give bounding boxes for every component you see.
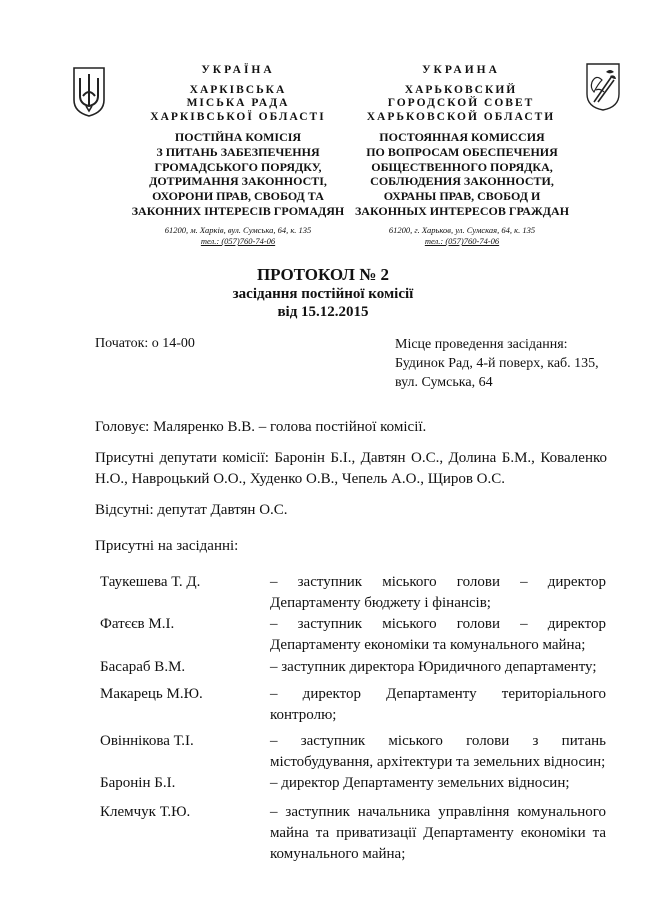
left-committee-line: ЗАКОННИХ ІНТЕРЕСІВ ГРОМАДЯН <box>131 203 345 218</box>
trident-coat-of-arms-icon <box>70 66 108 118</box>
protocol-date: від 15.12.2015 <box>277 304 369 320</box>
left-committee-line: З ПИТАНЬ ЗАБЕЗПЕЧЕННЯ <box>156 144 320 159</box>
right-committee-line: ОХРАНЫ ПРАВ, СВОБОД И <box>383 189 541 204</box>
right-committee-line: ОБЩЕСТВЕННОГО ПОРЯДКА, <box>371 159 553 174</box>
right-committee-line: ЗАКОННЫХ ИНТЕРЕСОВ ГРАЖДАН <box>354 203 570 218</box>
right-address-block <box>346 225 578 247</box>
attendee-role: – заступник міського голови – директор Департаменту бюджету і фінансів; <box>270 574 606 611</box>
attendee-role: – заступник директора Юридичного департаменту; <box>270 659 597 675</box>
right-committee-name <box>340 130 584 219</box>
right-council-line: ГОРОДСКОЙ СОВЕТ <box>387 97 535 109</box>
left-phone: тел.: (057)760-74-06 <box>200 236 276 246</box>
protocol-subtitle: засідання постійної комісії <box>232 286 414 302</box>
right-phone: тел.: (057)760-74-06 <box>424 236 500 246</box>
venue-block <box>395 335 599 392</box>
chair-line: Головує: Маляренко В.В. – голова постійної комісії. <box>95 419 427 435</box>
absent-line: Відсутні: депутат Давтян О.С. <box>95 502 288 518</box>
attendee-name: Басараб В.М. <box>100 659 186 675</box>
right-council-line: ХАРЬКОВСКИЙ <box>404 83 518 96</box>
present-members: Присутні депутати комісії: Баронін Б.І., Давтян О.С., Долина Б.М., Коваленко Н.О., Навроцький О.О., Худенко О.В., Чепель А.О., Щиров О.С. <box>95 450 607 487</box>
right-country: УКРАИНА <box>422 64 500 76</box>
attendee-role: – заступник міського голови з питань містобудування, архітектури та земельних відносин; <box>270 733 606 770</box>
kharkiv-city-coat-of-arms-icon <box>584 62 622 112</box>
venue-line: вул. Сумська, 64 <box>395 375 493 390</box>
left-council-line: МІСЬКА РАДА <box>186 97 290 109</box>
right-council-header <box>350 64 572 124</box>
right-council-line: ХАРЬКОВСКОЙ ОБЛАСТИ <box>366 110 556 123</box>
venue-line: Будинок Рад, 4-й поверх, каб. 135, <box>395 356 599 371</box>
right-committee-line: СОБЛЮДЕНИЯ ЗАКОННОСТИ, <box>370 174 554 189</box>
attendee-role: – директор Департаменту територіального контролю; <box>270 686 606 723</box>
left-address: 61200, м. Харків, вул. Сумська, 64, к. 135 <box>164 225 312 235</box>
attendee-role: – заступник міського голови – директор Департаменту економіки та комунального майна; <box>270 616 606 653</box>
left-council-line: ХАРКІВСЬКОЇ ОБЛАСТІ <box>150 110 326 123</box>
right-address: 61200, г. Харьков, ул. Сумская, 64, к. 135 <box>388 225 536 235</box>
attendee-name: Фатєєв М.І. <box>100 616 175 632</box>
left-committee-line: ПОСТІЙНА КОМІСІЯ <box>174 130 302 144</box>
attendee-name: Макарець М.Ю. <box>100 686 203 702</box>
protocol-title: ПРОТОКОЛ № 2 <box>256 265 390 284</box>
left-committee-line: ОХОРОНИ ПРАВ, СВОБОД ТА <box>152 189 324 204</box>
venue-label: Місце проведення засідання: <box>395 337 568 352</box>
left-council-line: ХАРКІВСЬКА <box>189 83 287 96</box>
left-country: УКРАЇНА <box>201 64 275 76</box>
left-committee-line: ДОТРИМАННЯ ЗАКОННОСТІ, <box>149 174 327 189</box>
attendee-role: – заступник начальника управління комунального майна та приватизації Департаменту економіки та комунального майна; <box>270 804 606 862</box>
attendee-role: – директор Департаменту земельних відносин; <box>270 775 570 791</box>
right-committee-line: ПО ВОПРОСАМ ОБЕСПЕЧЕНИЯ <box>366 144 558 159</box>
attendee-name: Баронін Б.І. <box>100 775 176 791</box>
left-address-block <box>120 225 356 247</box>
attendee-name: Таукешева Т. Д. <box>100 574 201 590</box>
left-committee-line: ГРОМАДСЬКОГО ПОРЯДКУ, <box>154 159 322 174</box>
start-time: Початок: о 14-00 <box>95 336 195 351</box>
attendee-name: Клемчук Т.Ю. <box>100 804 191 820</box>
right-committee-line: ПОСТОЯННАЯ КОМИССИЯ <box>379 130 545 144</box>
left-committee-name <box>112 130 364 219</box>
left-council-header <box>128 64 348 124</box>
attendees-heading: Присутні на засіданні: <box>95 538 239 554</box>
attendee-name: Овіннікова Т.І. <box>100 733 194 749</box>
